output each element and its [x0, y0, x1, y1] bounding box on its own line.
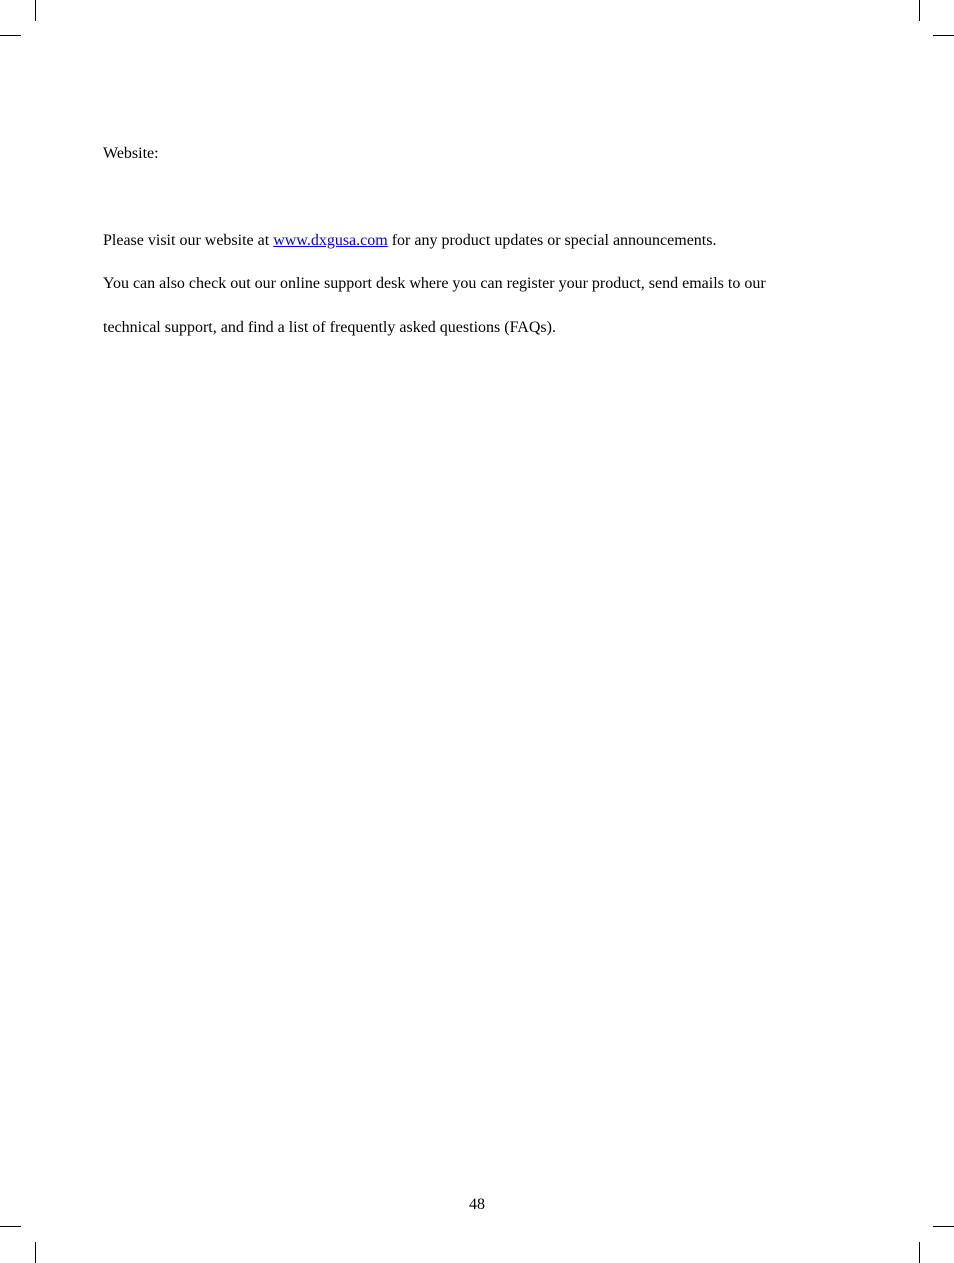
crop-mark-top-right-horizontal	[933, 35, 954, 36]
paragraph-line-1	[103, 231, 716, 251]
crop-mark-top-left-vertical	[35, 0, 36, 21]
section-heading: Website:	[103, 145, 159, 162]
paragraph-line-2: You can also check out our online support desk where you can register your product, send emails to our	[103, 275, 766, 292]
page-number: 48	[469, 1196, 485, 1213]
website-link[interactable]: www.dxgusa.com	[273, 232, 388, 249]
crop-mark-bottom-right-horizontal	[933, 1226, 954, 1227]
line1-text-before: Please visit our website at	[103, 232, 274, 249]
crop-mark-bottom-right-vertical	[919, 1242, 920, 1263]
line1-text-after: for any product updates or special announcements.	[387, 232, 717, 249]
crop-mark-top-right-vertical	[919, 0, 920, 21]
paragraph-line-3: technical support, and find a list of frequently asked questions (FAQs).	[103, 319, 556, 336]
crop-mark-top-left-horizontal	[0, 35, 21, 36]
crop-mark-bottom-left-horizontal	[0, 1226, 21, 1227]
crop-mark-bottom-left-vertical	[35, 1242, 36, 1263]
